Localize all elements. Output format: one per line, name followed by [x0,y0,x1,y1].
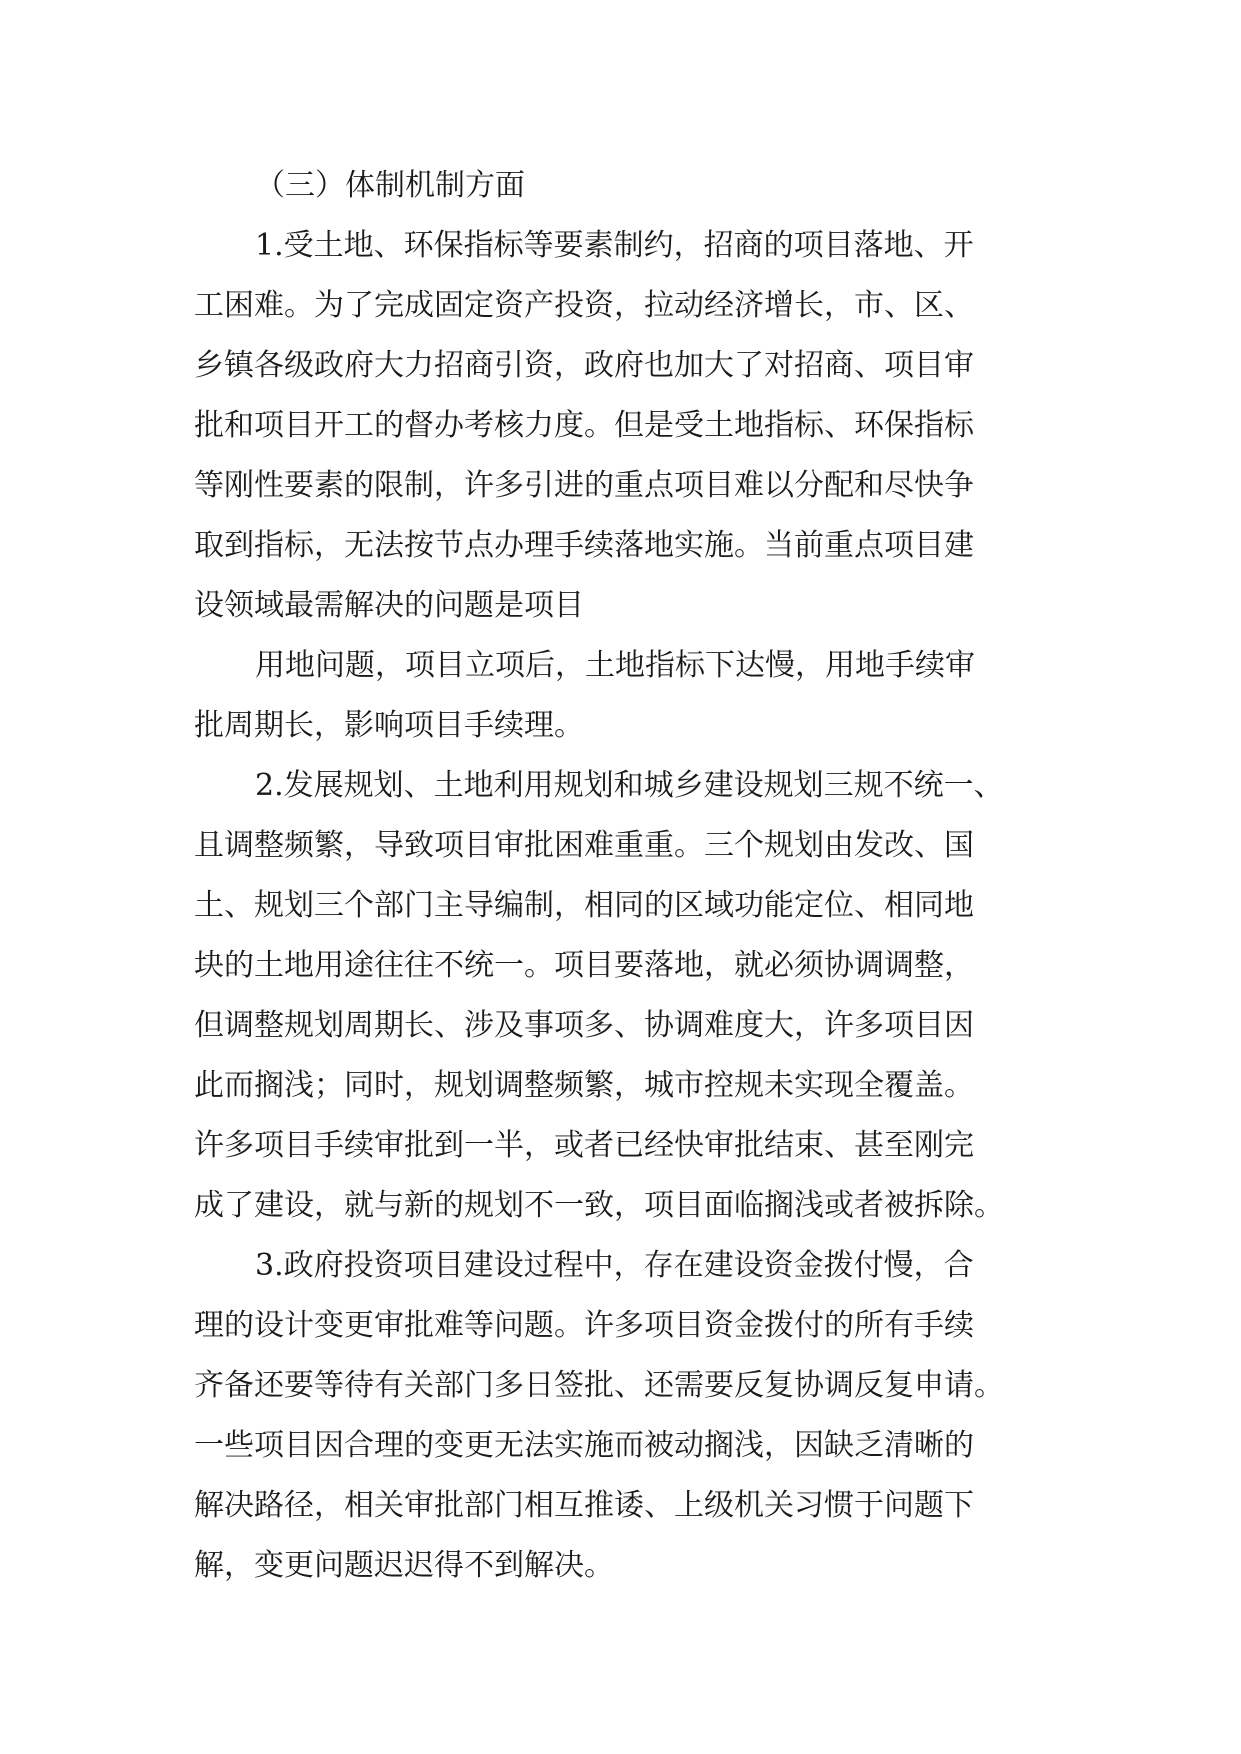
paragraph-line: 此而搁浅；同时，规划调整频繁，城市控规未实现全覆盖。 [194,1068,974,1103]
paragraph-line: 解，变更问题迟迟得不到解决。 [194,1548,614,1583]
paragraph-line: 但调整规划周期长、涉及事项多、协调难度大，许多项目因 [194,1008,974,1043]
paragraph-line: 理的设计变更审批难等问题。许多项目资金拨付的所有手续 [194,1308,974,1343]
paragraph-line: 用地问题，项目立项后，土地指标下达慢，用地手续审 [255,648,975,683]
paragraph-line: 工困难。为了完成固定资产投资，拉动经济增长，市、区、 [194,288,974,323]
paragraph-line: 土、规划三个部门主导编制，相同的区域功能定位、相同地 [194,888,974,923]
paragraph-line: 许多项目手续审批到一半，或者已经快审批结束、甚至刚完 [194,1128,974,1163]
section-heading: （三）体制机制方面 [255,168,525,203]
paragraph-line: 解决路径，相关审批部门相互推诿、上级机关习惯于问题下 [194,1488,974,1523]
paragraph-line: 且调整频繁，导致项目审批困难重重。三个规划由发改、国 [194,828,974,863]
paragraph-line: 批和项目开工的督办考核力度。但是受土地指标、环保指标 [194,408,974,443]
paragraph-line: 取到指标，无法按节点办理手续落地实施。当前重点项目建 [194,528,974,563]
paragraph-line: 齐备还要等待有关部门多日签批、还需要反复协调反复申请。 [194,1368,1004,1403]
paragraph-line: 1.受土地、环保指标等要素制约，招商的项目落地、开 [255,228,974,263]
paragraph-line: 2.发展规划、土地利用规划和城乡建设规划三规不统一、 [255,768,1004,803]
paragraph-line: 块的土地用途往往不统一。项目要落地，就必须协调调整， [194,948,974,983]
paragraph-line: 批周期长，影响项目手续理。 [194,708,584,743]
paragraph-line: 成了建设，就与新的规划不一致，项目面临搁浅或者被拆除。 [194,1188,1004,1223]
paragraph-line: 3.政府投资项目建设过程中，存在建设资金拨付慢，合 [255,1248,974,1283]
paragraph-line: 等刚性要素的限制，许多引进的重点项目难以分配和尽快争 [194,468,974,503]
paragraph-line: 乡镇各级政府大力招商引资，政府也加大了对招商、项目审 [194,348,974,383]
paragraph-line: 设领域最需解决的问题是项目 [194,588,584,623]
paragraph-line: 一些项目因合理的变更无法实施而被动搁浅，因缺乏清晰的 [194,1428,974,1463]
